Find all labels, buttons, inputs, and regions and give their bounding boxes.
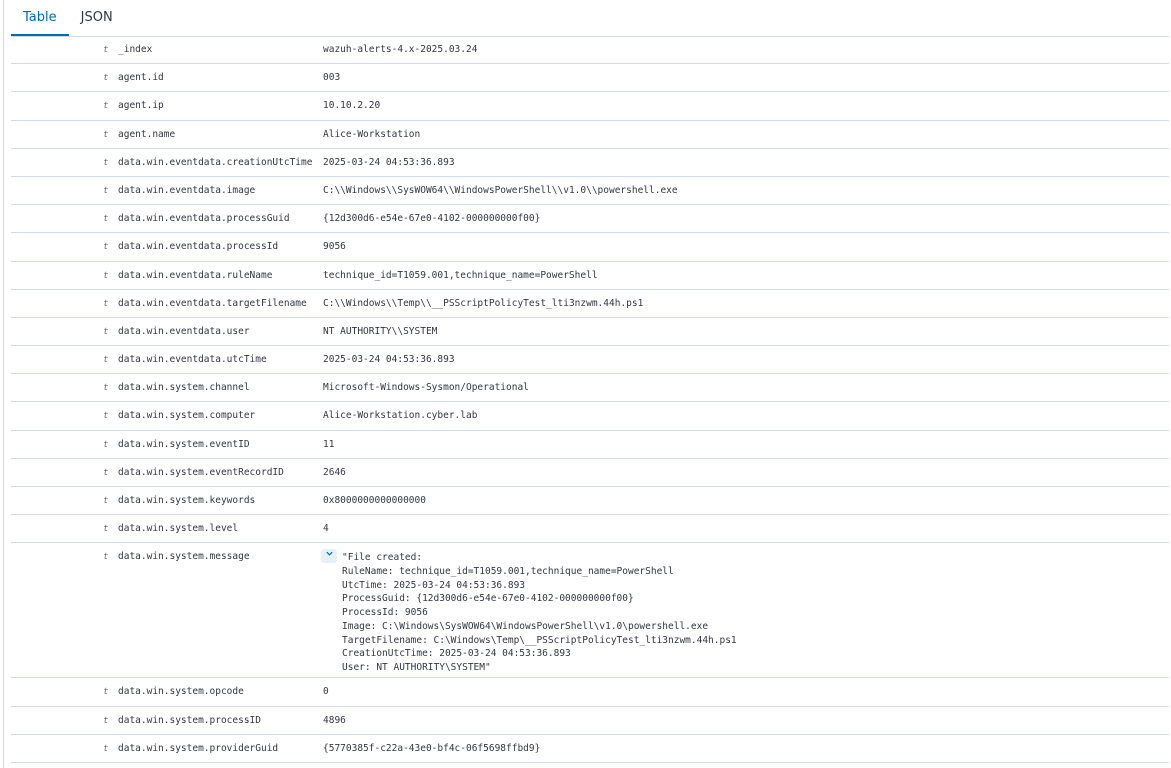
field-name: agent.name [118,128,176,140]
field-type-string-icon: t [103,242,109,253]
field-value: 0x8000000000000000 [323,495,426,506]
field-name: data.win.eventdata.image [118,184,256,196]
table-row [11,707,1169,735]
field-name: data.win.system.eventID [118,438,250,450]
message-line: ProcessId: 9056 [342,607,428,619]
table-row [11,374,1169,402]
field-type-string-icon: t [103,298,109,309]
field-type-string-icon: t [103,185,109,196]
field-value: Alice-Workstation.cyber.lab [323,410,478,422]
field-type-string-icon: t [103,743,109,754]
field-name: data.win.eventdata.user [118,325,250,337]
message-line: Image: C:\Windows\SysWOW64\WindowsPowerShell\v1.0\powershell.exe [342,620,709,632]
panel-left-border [3,0,4,768]
message-line: "File created: [342,552,423,564]
field-value: 4 [323,523,329,535]
table-row [11,515,1169,543]
tab-table[interactable]: Table [11,0,69,36]
tab-bar [11,0,1169,37]
field-name: data.win.system.keywords [118,495,256,506]
field-name: data.win.eventdata.utcTime [118,354,267,366]
table-row [11,431,1169,459]
field-value: 2025-03-24 04:53:36.893 [323,354,455,366]
table-row [11,177,1169,205]
field-type-string-icon: t [103,524,109,535]
field-value: 11 [323,438,335,450]
table-row [11,487,1169,515]
table-row [11,459,1169,487]
field-type-string-icon: t [103,45,109,55]
field-type-string-icon: t [103,157,109,168]
table-row [11,290,1169,318]
field-name: agent.ip [118,100,164,112]
field-name: data.win.system.opcode [118,686,244,698]
field-table [11,36,1169,763]
field-value: {12d300d6-e54e-67e0-4102-000000000f00} [323,213,541,225]
field-value: Alice-Workstation [323,128,421,140]
table-row [11,318,1169,346]
field-value: 4896 [323,714,346,726]
field-name: data.win.system.eventRecordID [118,466,284,478]
field-value: {5770385f-c22a-43e0-bf4c-06f5698ffbd9} [323,742,541,754]
field-type-string-icon: t [103,687,109,698]
table-row [11,402,1169,430]
message-line: UtcTime: 2025-03-24 04:53:36.893 [342,579,526,591]
field-value: Microsoft-Windows-Sysmon/Operational [323,382,529,394]
table-row [11,64,1169,92]
table-row [11,346,1169,374]
chevron-down-icon[interactable] [321,549,337,563]
field-type-string-icon: t [103,496,109,506]
field-value: 2025-03-24 04:53:36.893 [323,156,455,168]
field-type-string-icon: t [103,552,109,563]
table-row [11,92,1169,120]
field-type-string-icon: t [103,101,109,112]
table-row [11,149,1169,177]
field-value: 9056 [323,241,346,253]
field-name: agent.id [118,72,164,84]
message-line: User: NT AUTHORITY\SYSTEM" [342,662,491,673]
field-name: _index [118,44,153,55]
field-type-string-icon: t [103,383,109,394]
table-row [11,233,1169,261]
field-name: data.win.eventdata.processGuid [118,213,290,225]
table-row [11,121,1169,149]
field-type-string-icon: t [103,715,109,726]
field-name: data.win.eventdata.targetFilename [118,297,307,309]
field-type-string-icon: t [103,270,109,281]
field-name: data.win.system.level [118,523,239,535]
message-line: CreationUtcTime: 2025-03-24 04:53:36.893 [342,648,571,660]
table-row [11,735,1169,763]
field-name: data.win.eventdata.creationUtcTime [118,156,313,168]
message-line: TargetFilename: C:\Windows\Temp\__PSScriptPolicyTest_lti3nzwm.44h.ps1 [342,634,737,646]
field-name: data.win.system.processID [118,714,261,726]
field-value: C:\\Windows\\SysWOW64\\WindowsPowerShell\\v1.0\\powershell.exe [323,184,678,196]
field-value: 2646 [323,466,346,478]
field-name: data.win.system.computer [118,410,256,422]
field-name: data.win.eventdata.processId [118,241,279,253]
field-value: 10.10.2.20 [323,100,381,112]
table-row [11,262,1169,290]
table-row [11,543,1169,678]
field-value: C:\\Windows\\Temp\\__PSScriptPolicyTest_lti3nzwm.44h.ps1 [323,297,644,309]
field-type-string-icon: t [103,467,109,478]
table-row [11,678,1169,706]
field-type-string-icon: t [103,214,109,225]
field-type-string-icon: t [103,439,109,450]
message-line: ProcessGuid: {12d300d6-e54e-67e0-4102-000000000f00} [342,593,634,605]
field-type-string-icon: t [103,326,109,337]
field-name: data.win.eventdata.ruleName [118,269,273,281]
table-row [11,205,1169,233]
field-name: data.win.system.providerGuid [118,742,279,754]
table-row [11,36,1169,64]
field-type-string-icon: t [103,355,109,366]
field-value: wazuh-alerts-4.x-2025.03.24 [323,44,478,55]
field-value: technique_id=T1059.001,technique_name=PowerShell [323,269,598,281]
field-name: data.win.system.channel [118,382,250,394]
field-name: data.win.system.message [118,551,250,563]
field-value: 0 [323,686,329,698]
field-type-string-icon: t [103,411,109,422]
message-line: RuleName: technique_id=T1059.001,technique_name=PowerShell [342,566,674,578]
field-type-string-icon: t [103,73,109,84]
tab-json[interactable]: JSON [80,10,113,25]
field-value: 003 [323,72,341,84]
field-type-string-icon: t [103,129,109,140]
field-value-multiline [342,551,737,674]
field-value: NT AUTHORITY\\SYSTEM [323,325,438,337]
